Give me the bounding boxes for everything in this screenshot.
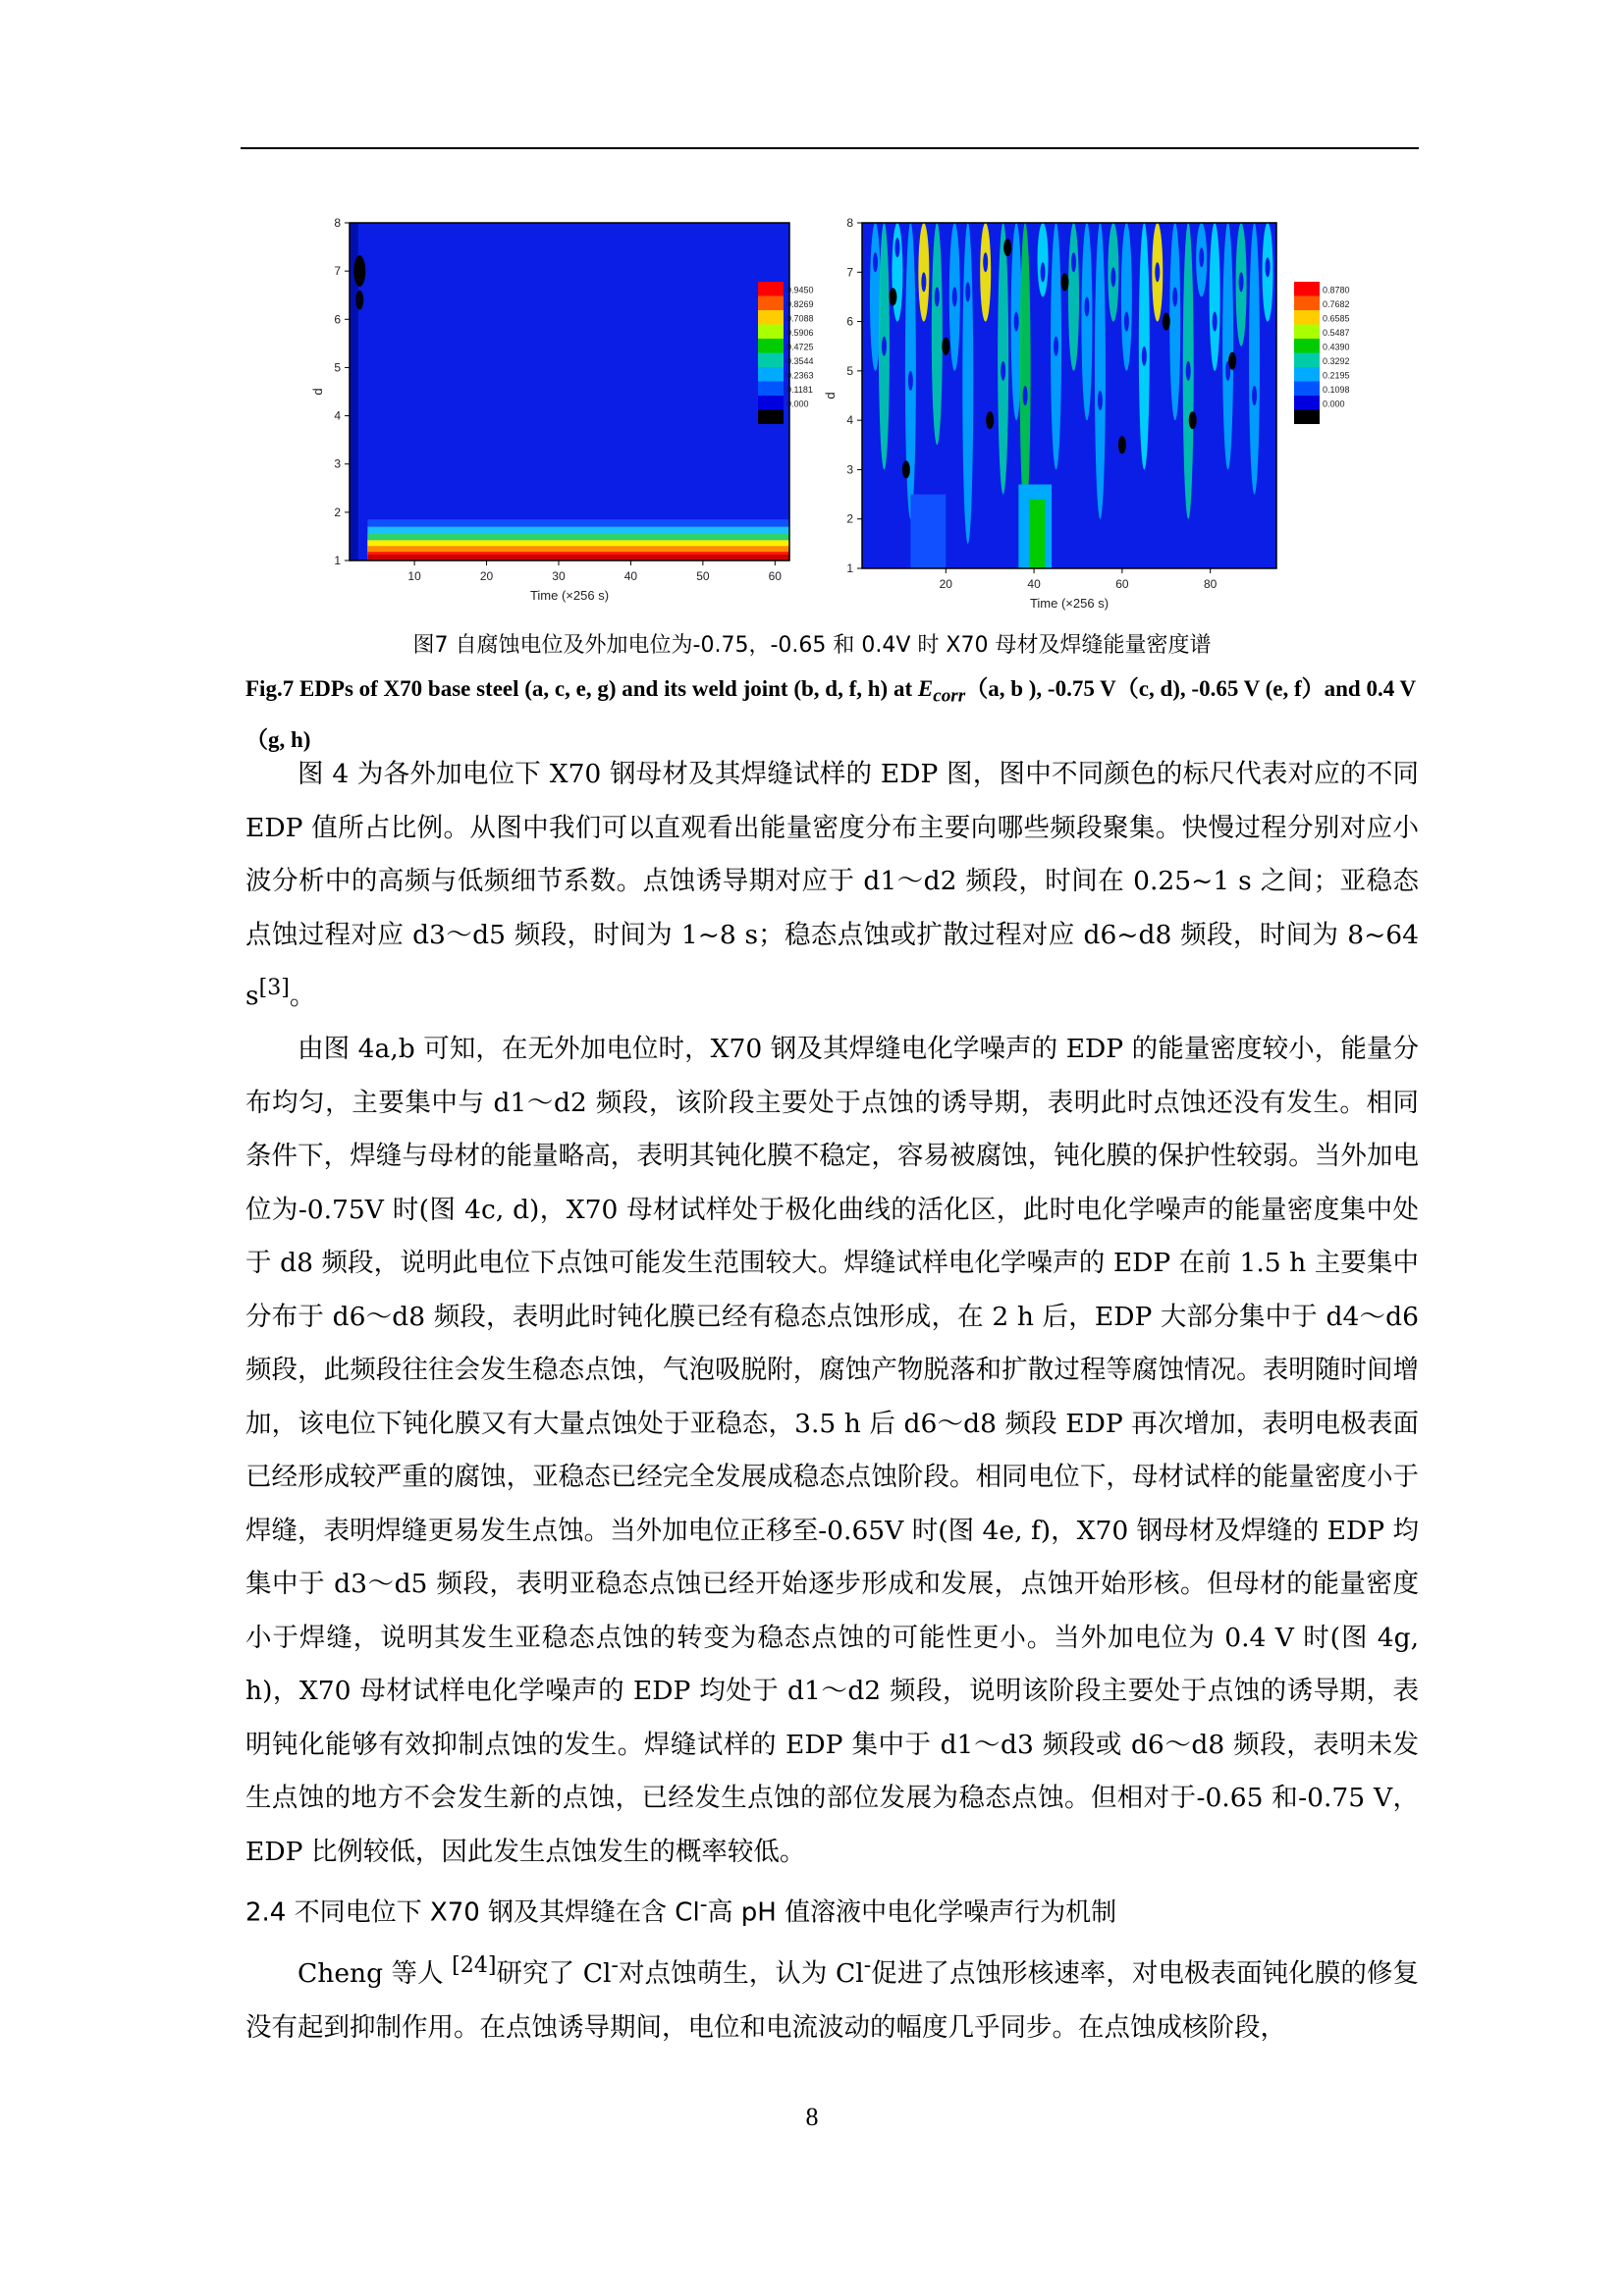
y-tick-label: 6 — [846, 314, 853, 329]
dark-spot-contour — [902, 460, 910, 478]
header-rule — [241, 147, 1419, 149]
plot-area — [350, 223, 789, 561]
streak-core — [1252, 386, 1257, 405]
colorbar-swatch — [758, 310, 784, 325]
colorbar-label: 0.1181 — [786, 385, 813, 395]
x-axis-label: Time (×256 s) — [1029, 596, 1110, 611]
colorbar-swatch — [1294, 353, 1320, 368]
streak-core — [908, 371, 913, 391]
streak-core — [873, 252, 878, 272]
streak-core — [1213, 312, 1218, 332]
colorbar-label: 0.3292 — [1323, 356, 1350, 366]
block-contour — [1030, 500, 1046, 568]
streak-core — [965, 282, 970, 301]
streak-core — [921, 272, 926, 292]
dark-spot-contour — [1061, 273, 1069, 291]
dark-spot-contour — [1163, 313, 1170, 331]
section-title: 2.4 不同电位下 X70 钢及其焊缝在含 Cl-高 pH 值溶液中电化学噪声行为机制 — [245, 1893, 1117, 1928]
colorbar-label: 0.9450 — [786, 285, 814, 295]
colorbar-label: 0.6585 — [1323, 313, 1350, 324]
colorbar-swatch — [1294, 310, 1320, 325]
y-tick-label: 3 — [334, 456, 341, 471]
streak-core — [1098, 391, 1103, 410]
heatmap-left — [295, 211, 864, 614]
y-tick-label: 4 — [334, 408, 341, 423]
streak-contour — [892, 223, 902, 322]
streak-core — [1186, 361, 1191, 381]
colorbar-label: 0.000 — [1323, 399, 1345, 409]
colorbar-swatch — [1294, 325, 1320, 340]
colorbar-label: 0.2363 — [786, 370, 814, 381]
colorbar-swatch — [1294, 296, 1320, 311]
y-tick-label: 2 — [846, 511, 853, 526]
colorbar-swatch — [1294, 396, 1320, 410]
colorbar-swatch — [1294, 339, 1320, 353]
x-tick-label: 10 — [407, 569, 421, 583]
band-contour — [367, 555, 789, 561]
colorbar-label: 0.2195 — [1323, 370, 1350, 381]
block-contour — [910, 495, 946, 568]
figure-right-plot — [823, 211, 1404, 614]
streak-contour — [1139, 223, 1150, 469]
streak-contour — [1081, 223, 1092, 420]
colorbar-swatch — [1294, 282, 1320, 296]
y-tick-label: 7 — [334, 264, 341, 279]
streak-contour — [918, 223, 929, 322]
streak-contour — [1210, 223, 1220, 371]
y-tick-label: 2 — [334, 505, 341, 519]
streak-core — [1001, 361, 1005, 381]
streak-core — [1054, 337, 1058, 356]
y-axis-label: d — [310, 388, 325, 396]
y-axis-label: d — [823, 392, 838, 400]
spot-contour — [355, 291, 363, 310]
y-tick-label: 6 — [334, 312, 341, 327]
y-tick-label: 1 — [846, 561, 853, 575]
x-tick-label: 60 — [768, 569, 782, 583]
streak-contour — [1169, 223, 1180, 420]
streak-contour — [1038, 223, 1049, 296]
streak-contour — [980, 223, 991, 322]
streak-core — [1084, 296, 1089, 316]
dark-spot-contour — [986, 411, 994, 429]
colorbar-label: 0.5487 — [1323, 328, 1350, 338]
x-tick-label: 40 — [1027, 577, 1041, 591]
x-tick-label: 60 — [1115, 577, 1129, 591]
figure-caption-en: Fig.7 EDPs of X70 base steel (a, c, e, g) and its weld joint (b, d, f, h) at $E_{corr}(a$, b ), -0.75 V（c, d), -0.65 V (e, f）and 0.4 V（g, h) — [245, 676, 1417, 752]
y-tick-label: 7 — [846, 265, 853, 280]
dark-spot-contour — [942, 338, 949, 355]
y-tick-label: 5 — [334, 360, 341, 375]
paragraph-1: 图 4 为各外加电位下 X70 钢母材及其焊缝试样的 EDP 图，图中不同颜色的标尺代表对应的不同 EDP 值所占比例。从图中我们可以直观看出能量密度分布主要向哪些频段聚集。快慢过程分别对应小波分析中的高频与低频细节系数。点蚀诱导期对应于 d1～d2 频段，时间在 0.25~1 s 之间；亚稳态点蚀过程对应 d3～d5 频段，时间为 1~8 s；稳态点蚀或扩散过程对应 d6~d8 频段，时间为 8~64 s[3]。 — [245, 759, 1419, 1011]
colorbar-swatch — [758, 396, 784, 410]
dark-spot-contour — [1003, 239, 1011, 256]
streak-core — [1110, 267, 1115, 287]
streak-core — [1041, 262, 1046, 282]
colorbar-label: 0.4390 — [1323, 342, 1350, 352]
colorbar-label: 0.8269 — [786, 299, 814, 309]
y-tick-label: 3 — [846, 462, 853, 477]
dark-spot-contour — [1189, 411, 1197, 429]
x-tick-label: 50 — [696, 569, 710, 583]
streak-core — [1239, 272, 1244, 292]
colorbar-label: 0.1098 — [1323, 385, 1350, 395]
streak-contour — [932, 223, 943, 445]
colorbar-swatch — [1294, 367, 1320, 382]
y-tick-label: 1 — [334, 554, 341, 567]
x-tick-label: 30 — [552, 569, 566, 583]
page-number: 8 — [805, 2103, 819, 2131]
y-tick-label: 5 — [846, 363, 853, 378]
x-tick-label: 80 — [1203, 577, 1218, 591]
x-tick-label: 20 — [939, 577, 952, 591]
streak-core — [1199, 247, 1204, 267]
colorbar-label: 0.7682 — [1323, 299, 1350, 309]
figure-caption-cn: 图7 自腐蚀电位及外加电位为-0.75，-0.65 和 0.4V 时 X70 母材及焊缝能量密度谱 — [412, 633, 1212, 658]
streak-core — [1266, 257, 1271, 277]
streak-core — [1071, 252, 1076, 272]
colorbar-swatch — [758, 410, 784, 425]
streak-core — [894, 238, 899, 257]
colorbar-swatch — [758, 353, 784, 368]
colorbar-swatch — [758, 282, 784, 296]
streak-core — [1124, 312, 1129, 332]
spot-contour — [353, 255, 365, 287]
colorbar-label: 0.3544 — [786, 356, 814, 366]
streak-contour — [1095, 223, 1106, 519]
colorbar-label: 0.5906 — [786, 328, 814, 338]
streak-contour — [1068, 223, 1079, 371]
colorbar-swatch — [758, 296, 784, 311]
streak-contour — [1222, 223, 1233, 469]
y-tick-label: 4 — [846, 413, 853, 428]
streak-contour — [962, 223, 973, 544]
x-tick-label: 40 — [623, 569, 638, 583]
streak-core — [983, 252, 988, 272]
colorbar-label: 0.8780 — [1323, 285, 1350, 295]
streak-contour — [1020, 223, 1031, 519]
colorbar-swatch — [758, 339, 784, 353]
streak-core — [952, 287, 957, 306]
streak-core — [1014, 312, 1019, 332]
y-tick-label: 8 — [846, 216, 853, 230]
paragraph-3: Cheng 等人 [24]研究了 Cl-对点蚀萌生，认为 Cl-促进了点蚀形核速率，对电极表面钝化膜的修复没有起到抑制作用。在点蚀诱导期间，电位和电流波动的幅度几乎同步。在点蚀成核阶段， — [245, 1953, 1419, 2043]
dark-spot-contour — [1228, 352, 1236, 370]
colorbar-swatch — [758, 367, 784, 382]
paragraph-2: 由图 4a,b 可知，在无外加电位时，X70 钢及其焊缝电化学噪声的 EDP 的能量密度较小，能量分布均匀，主要集中与 d1～d2 频段，该阶段主要处于点蚀的诱导期，表明此时点蚀还没有发生。相同条件下，焊缝与母材的能量略高，表明其钝化膜不稳定，容易被腐蚀，钝化膜的保护性较弱。当外加电位为-0.75V 时(图 4c, d)，X70 母材试样处于极化曲线的活化区，此时电化学噪声的能量密度集中处于 d8 频段，说明此电位下点蚀可能发生范围较大。焊缝试样电化学噪声的 EDP 在前 1.5 h 主要集中分布于 d6～d8 频段，表明此时钝化膜已经有稳态点蚀形成，在 2 h 后，EDP 大部分集中于 d4～d6 频段，此频段往往会发生稳态点蚀，气泡吸脱附，腐蚀产物脱落和扩散过程等腐蚀情况。表明随时间增加，该电位下钝化膜又有大量点蚀处于亚稳态，3.5 h 后 d6～d8 频段 EDP 再次增加，表明电极表面已经形成较严重的腐蚀，亚稳态已经完全发展成稳态点蚀阶段。相同电位下，母材试样的能量密度小于焊缝，表明焊缝更易发生点蚀。当外加电位正移至-0.65V 时(图 4e, f)，X70 钢母材及焊缝的 EDP 均集中于 d3～d5 频段，表明亚稳态点蚀已经开始逐步形成和发展，点蚀开始形核。但母材的能量密度小于焊缝，说明其发生亚稳态点蚀的转变为稳态点蚀的可能性更小。当外加电位为 0.4 V 时(图 4g, h)，X70 母材试样电化学噪声的 EDP 均处于 d1～d2 频段，说明该阶段主要处于点蚀的诱导期，表明钝化能够有效抑制点蚀的发生。焊缝试样的 EDP 集中于 d1～d3 频段或 d6～d8 频段，表明未发生点蚀的地方不会发生新的点蚀，已经发生点蚀的部位发展为稳态点蚀。但相对于-0.65 和-0.75 V，EDP 比例较低，因此发生点蚀发生的概率较低。 — [245, 1034, 1419, 1867]
streak-core — [1172, 287, 1177, 306]
streak-core — [935, 287, 940, 306]
heatmap-right — [823, 211, 1404, 614]
x-axis-label: Time (×256 s) — [529, 588, 610, 603]
streak-core — [1155, 262, 1160, 282]
streak-core — [1142, 347, 1147, 366]
colorbar-label: 0.000 — [786, 399, 809, 409]
colorbar-label: 0.7088 — [786, 313, 814, 324]
body-text — [245, 748, 1419, 2055]
streak-contour — [1249, 223, 1260, 495]
y-tick-label: 8 — [334, 216, 341, 230]
streak-core — [882, 337, 887, 356]
streak-contour — [998, 223, 1008, 495]
streak-core — [1023, 386, 1028, 405]
colorbar-swatch — [758, 382, 784, 397]
streak-contour — [1121, 223, 1132, 371]
colorbar-swatch — [758, 325, 784, 340]
colorbar-label: 0.4725 — [786, 342, 814, 352]
figure-left-plot — [295, 211, 864, 614]
dark-spot-contour — [889, 288, 896, 305]
colorbar-swatch — [1294, 410, 1320, 425]
colorbar-swatch — [1294, 382, 1320, 397]
dark-spot-contour — [1118, 436, 1126, 454]
x-tick-label: 20 — [479, 569, 494, 583]
